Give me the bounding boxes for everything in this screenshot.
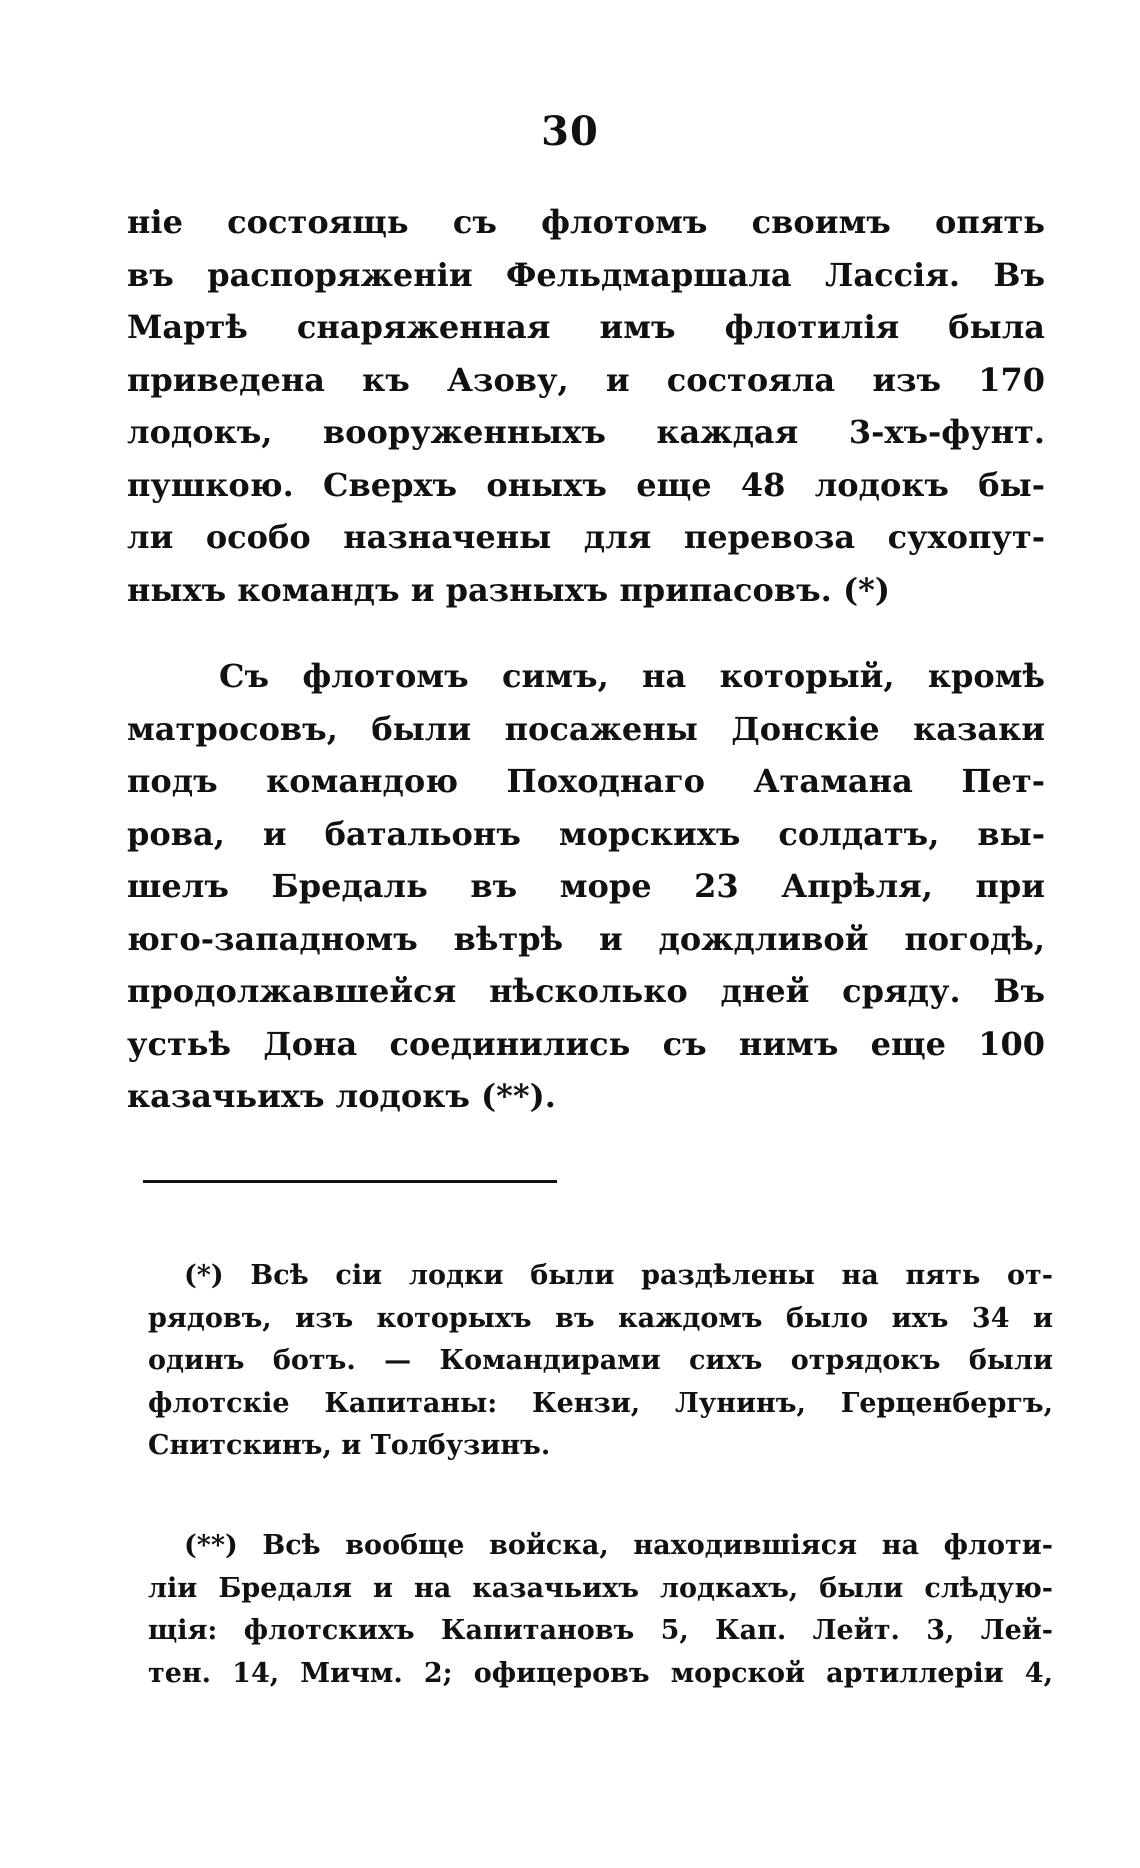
text-line: приведена къ Азову, и состояла изъ 170 [127,360,1045,399]
footnote-line: флотскіе Капитаны: Кензи, Лунинъ, Герценбергъ, [148,1387,1053,1419]
footnote-line: тен. 14, Мичм. 2; офицеровъ морской артиллеріи 4, [148,1657,1053,1689]
footnote-line: рядовъ, изъ которыхъ въ каждомъ было ихъ 34 и [148,1302,1053,1334]
paragraph-2 [127,650,1045,1123]
footnote-line: одинъ ботъ. — Командирами сихъ отрядокъ были [148,1345,1053,1376]
footnote-line: (**) Всѣ вообще войска, находившіяся на флоти- [184,1530,1053,1561]
text-line: лодокъ, вооруженныхъ каждая 3-хъ-фунт. [127,413,1045,451]
text-line: юго-западномъ вѣтрѣ и дождливой погодѣ, [127,919,1045,958]
text-line: продолжавшейся нѣсколько дней сряду. Въ [127,972,1045,1010]
text-line: ли особо назначены для перевоза сухопут- [127,518,1045,556]
footnote-line: щія: флотскихъ Капитановъ 5, Кап. Лейт. 3, Лей- [148,1615,1053,1646]
footnote-1 [148,1255,1053,1468]
footnote-line: Снитскинъ, и Толбузинъ. [148,1430,551,1461]
text-line: казачьихъ лодокъ (**). [127,1077,556,1115]
text-line: въ распоряженіи Фельдмаршала Лассія. Въ [127,255,1045,294]
text-line: пушкою. Сверхъ оныхъ еще 48 лодокъ бы- [127,465,1045,504]
text-line: ныхъ командъ и разныхъ припасовъ. (*) [127,570,890,609]
footnote-divider [143,1180,557,1183]
paragraph-1 [127,196,1045,616]
page-number: 30 [541,108,599,155]
footnote-2 [148,1525,1053,1695]
footnote-line: ліи Бредаля и на казачьихъ лодкахъ, были слѣдую- [148,1572,1053,1604]
text-line: рова, и батальонъ морскихъ солдатъ, вы- [127,814,1045,853]
text-line: Мартѣ снаряженная имъ флотилія была [127,308,1045,346]
text-line: матросовъ, были посажены Донскіе казаки [127,709,1045,748]
text-line: ніе состоящь съ флотомъ своимъ опять [127,203,1045,241]
text-line: устьѣ Дона соединились съ нимъ еще 100 [127,1024,1045,1063]
footnote-line: (*) Всѣ сіи лодки были раздѣлены на пять от- [184,1260,1053,1291]
text-line: подъ командою Походнаго Атамана Пет- [127,762,1045,800]
text-line: Съ флотомъ симъ, на который, кромѣ [219,657,1045,695]
text-line: шелъ Бредаль въ море 23 Апрѣля, при [127,867,1045,905]
